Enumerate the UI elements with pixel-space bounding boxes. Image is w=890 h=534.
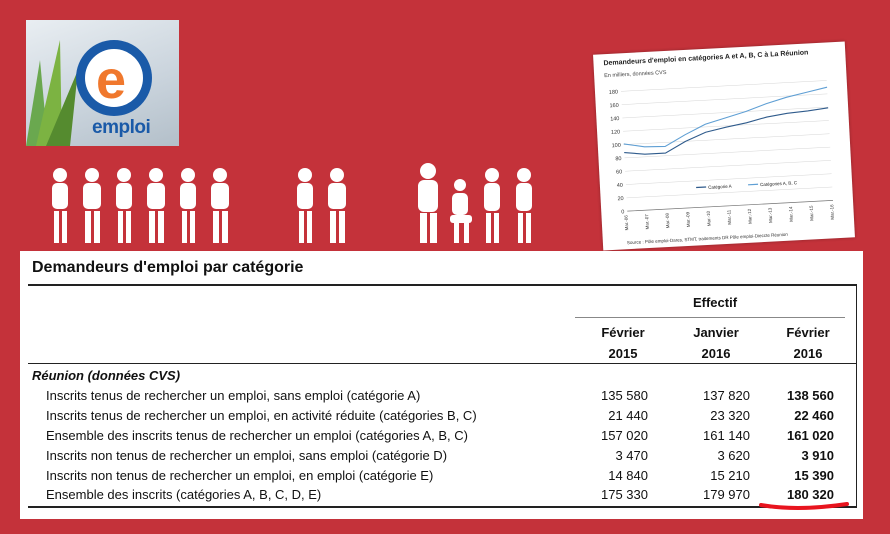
chart-title: Demandeurs d'emploi en catégories A et A, B, C à La Réunion <box>603 49 809 68</box>
cell-feb-2015: 3 470 <box>615 448 648 463</box>
cell-feb-2015: 14 840 <box>608 468 648 483</box>
figure-11 <box>484 168 500 243</box>
y-tick-label: 120 <box>610 129 621 136</box>
figure-5 <box>180 168 196 243</box>
legend-label: Catégories A, B, C <box>759 180 798 188</box>
y-tick-label: 60 <box>615 169 623 176</box>
row-label: Inscrits non tenus de rechercher un emploi, en emploi (catégorie E) <box>46 468 434 483</box>
y-tick-label: 100 <box>611 142 622 150</box>
cell-feb-2016: 22 460 <box>794 408 834 423</box>
x-tick-label: Mar.-12 <box>746 208 753 225</box>
column-header-feb-2015 <box>583 322 663 364</box>
table-rule-bottom <box>28 506 857 508</box>
cell-feb-2015: 175 330 <box>601 487 648 502</box>
figure-9 <box>418 163 438 243</box>
column-month: Février <box>786 325 830 340</box>
section-heading: Réunion (données CVS) <box>32 368 181 383</box>
y-tick-label: 20 <box>617 195 624 203</box>
cell-feb-2016: 3 910 <box>801 448 834 463</box>
chart-unit-label: En milliers, données CVS <box>604 69 667 80</box>
y-tick-label: 140 <box>610 116 620 123</box>
row-label: Ensemble des inscrits (catégories A, B, C, D, E) <box>46 487 322 502</box>
column-year: 2016 <box>793 346 823 361</box>
figure-10 <box>450 179 472 243</box>
table-row-total <box>20 485 863 504</box>
figure-4 <box>147 168 165 243</box>
column-month: Janvier <box>693 325 739 340</box>
row-label: Ensemble des inscrits tenus de rechercher un emploi (catégories A, B, C) <box>46 428 468 443</box>
y-tick-label: 160 <box>609 102 619 110</box>
cell-jan-2016: 3 620 <box>717 448 750 463</box>
x-tick-label: Mar.-07 <box>644 214 650 230</box>
x-tick-label: Mar.-14 <box>788 206 794 222</box>
cell-jan-2016: 15 210 <box>710 468 750 483</box>
effectif-underline <box>575 317 845 318</box>
column-header-feb-2016 <box>768 322 848 364</box>
cell-feb-2016: 161 020 <box>787 428 834 443</box>
logo-word: emploi <box>92 117 151 138</box>
cell-jan-2016: 137 820 <box>703 388 750 403</box>
line-chart <box>593 42 855 251</box>
employment-table <box>20 251 863 519</box>
x-tick-label: Mar.-11 <box>726 209 733 225</box>
highlight-underline <box>759 500 849 512</box>
y-tick-label: 180 <box>608 89 619 96</box>
figure-3 <box>116 168 132 243</box>
figure-7 <box>297 168 313 243</box>
y-tick-label: 0 <box>621 209 625 216</box>
effectif-header: Effectif <box>692 295 738 310</box>
logo-letter: e <box>96 50 127 110</box>
cell-jan-2016: 179 970 <box>703 487 750 502</box>
series-line <box>622 108 830 155</box>
legend-label: Catégorie A <box>708 183 732 190</box>
legend-swatch <box>748 184 758 185</box>
x-tick-label: Mar.-06 <box>623 215 630 231</box>
row-label: Inscrits tenus de rechercher un emploi, en activité réduite (catégories B, C) <box>46 408 477 423</box>
gridline <box>624 134 830 145</box>
cell-feb-2015: 157 020 <box>601 428 648 443</box>
silhouette-group <box>52 163 532 243</box>
column-month: Février <box>601 325 645 340</box>
column-year: 2015 <box>608 346 638 361</box>
table-rule-top <box>28 284 857 286</box>
figure-12 <box>516 168 532 243</box>
figure-8 <box>328 168 346 243</box>
x-axis <box>627 200 833 211</box>
table-row <box>20 446 863 465</box>
figure-2 <box>83 168 101 243</box>
x-tick-label: Mar.-13 <box>767 207 774 224</box>
x-tick-label: Mar.-08 <box>664 212 671 229</box>
pole-emploi-logo <box>26 20 179 146</box>
x-tick-label: Mar.-10 <box>705 210 712 227</box>
y-tick-label: 80 <box>615 156 622 163</box>
table-row <box>20 466 863 485</box>
gridline <box>625 160 831 171</box>
cell-feb-2016: 180 320 <box>787 487 834 502</box>
underline-stroke <box>761 504 847 508</box>
row-label: Inscrits tenus de rechercher un emploi, sans emploi (catégorie A) <box>46 388 421 403</box>
column-year: 2016 <box>701 346 731 361</box>
x-tick-label: Mar.-16 <box>829 204 836 220</box>
table-row <box>20 386 863 405</box>
people-silhouettes <box>40 163 560 248</box>
cell-feb-2016: 15 390 <box>794 468 834 483</box>
gridline <box>624 147 830 158</box>
chart-source: Source : Pôle emploi-Dares, STMT, traitements DR Pôle emploi-Dieccte Réunion <box>626 231 788 246</box>
x-tick-label: Mar.-15 <box>808 205 815 221</box>
cell-jan-2016: 161 140 <box>703 428 750 443</box>
table-rule-header <box>28 363 857 364</box>
table-title: Demandeurs d'emploi par catégorie <box>32 259 304 276</box>
table-row <box>20 426 863 445</box>
cell-feb-2015: 135 580 <box>601 388 648 403</box>
figure-6 <box>211 168 229 243</box>
chart-card <box>593 42 855 251</box>
cell-feb-2015: 21 440 <box>608 408 648 423</box>
column-header-jan-2016 <box>676 322 756 364</box>
y-tick-label: 40 <box>616 182 624 189</box>
legend-swatch <box>696 187 706 188</box>
row-label: Inscrits non tenus de rechercher un emploi, sans emploi (catégorie D) <box>46 448 448 463</box>
figure-1 <box>52 168 68 243</box>
gridline <box>621 81 827 92</box>
x-tick-label: Mar.-09 <box>685 211 691 228</box>
gridline <box>623 120 829 131</box>
cell-feb-2016: 138 560 <box>787 388 834 403</box>
table-row <box>20 406 863 425</box>
cell-jan-2016: 23 320 <box>710 408 750 423</box>
gridline <box>622 94 828 105</box>
